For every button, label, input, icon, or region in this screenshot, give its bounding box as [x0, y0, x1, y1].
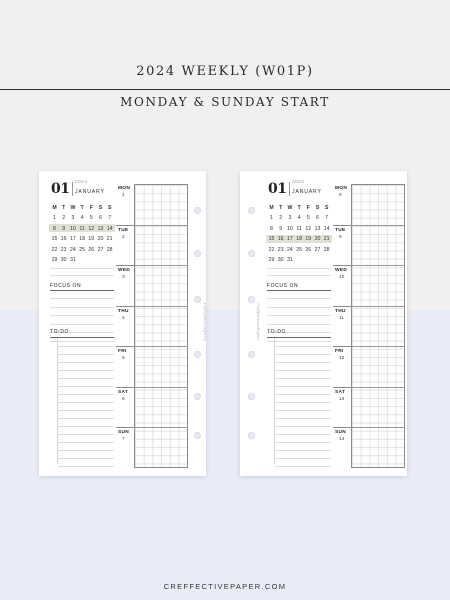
writing-line	[267, 275, 331, 276]
day-cell-fri	[116, 346, 134, 388]
day-column	[116, 184, 134, 468]
writing-line	[58, 458, 114, 459]
day-name: THU	[118, 308, 129, 314]
day-name: WED	[118, 268, 131, 274]
writing-line	[58, 346, 114, 347]
calendar-date: 20	[314, 236, 321, 242]
day-date: 1	[122, 193, 125, 198]
title-divider	[0, 89, 450, 90]
writing-line	[275, 418, 331, 419]
calendar-date: 28	[323, 246, 330, 253]
writing-line	[50, 268, 114, 269]
binder-hole	[194, 351, 201, 358]
to-do-checkbox-column	[267, 338, 275, 464]
calendar-date: 17	[70, 236, 76, 242]
day-separator	[134, 346, 188, 347]
writing-line	[275, 442, 331, 443]
day-date: 9	[339, 234, 342, 240]
day-name: TUE	[118, 227, 129, 233]
calendar-date: 5	[89, 215, 93, 221]
weekday-header: S	[324, 205, 329, 211]
calendar-date: 8	[270, 225, 273, 232]
calendar-date: 10	[287, 225, 293, 232]
to-do-checkbox-column	[50, 338, 58, 464]
day-name: THU	[335, 308, 346, 314]
brand-mark: CreffectivePaper	[201, 302, 207, 341]
day-date: 12	[339, 356, 345, 362]
day-cell-sun	[116, 427, 134, 469]
writing-line	[58, 410, 114, 411]
calendar-date: 27	[97, 246, 104, 253]
day-name: MON	[335, 186, 348, 191]
writing-line	[267, 341, 331, 342]
weekday-header: T	[80, 205, 84, 211]
day-cell-sun	[333, 427, 351, 469]
calendar-date: 7	[108, 215, 112, 221]
mini-calendar	[50, 205, 114, 265]
day-separator	[134, 265, 188, 266]
day-separator	[351, 346, 405, 347]
calendar-date: 23	[277, 246, 284, 253]
day-date: 2	[122, 234, 125, 240]
month-divider	[72, 182, 73, 196]
day-date: 3	[122, 275, 125, 281]
binder-hole	[194, 393, 201, 400]
writing-line	[267, 324, 331, 325]
day-cell-wed	[333, 265, 351, 307]
binder-hole	[194, 432, 201, 439]
calendar-date: 13	[314, 225, 321, 232]
writing-line	[58, 354, 114, 355]
month-number: 01	[268, 181, 287, 197]
writing-line	[275, 466, 331, 467]
weekday-header: F	[306, 205, 310, 211]
weekday-header: S	[98, 205, 103, 211]
day-cell-fri	[333, 346, 351, 388]
calendar-date: 13	[97, 225, 104, 232]
day-separator	[351, 306, 405, 307]
calendar-date: 2	[62, 215, 66, 221]
day-cell-thu	[333, 306, 351, 348]
day-date: 10	[339, 275, 345, 281]
writing-line	[275, 450, 331, 451]
to-do-label: TO-DO	[267, 329, 287, 335]
writing-line	[275, 426, 331, 427]
calendar-date: 2	[279, 215, 283, 221]
focus-on-label: FOCUS ON	[50, 283, 82, 289]
writing-line	[275, 394, 331, 395]
product-subtitle: MONDAY & SUNDAY START	[120, 95, 330, 109]
weekday-header: F	[89, 205, 93, 211]
month-name: JANUARY	[292, 189, 322, 195]
calendar-date: 4	[80, 215, 84, 221]
writing-line	[58, 426, 114, 427]
calendar-date: 26	[88, 246, 95, 253]
writing-line	[275, 410, 331, 411]
calendar-date: 6	[99, 215, 102, 221]
calendar-date: 1	[270, 215, 273, 221]
calendar-date: 23	[60, 246, 67, 253]
calendar-date: 16	[60, 236, 67, 242]
calendar-date: 21	[106, 236, 113, 242]
writing-line	[58, 386, 114, 387]
website-footer: CREFFECTIVEPAPER.COM	[163, 582, 287, 591]
day-cell-sat	[333, 387, 351, 429]
day-date: 6	[122, 396, 125, 402]
calendar-date: 6	[316, 215, 319, 221]
calendar-date: 30	[277, 257, 284, 263]
month-number: 01	[51, 181, 70, 197]
writing-line	[58, 378, 114, 379]
calendar-date: 9	[279, 225, 283, 232]
calendar-date: 18	[296, 236, 302, 242]
calendar-date: 3	[71, 215, 75, 221]
writing-line	[50, 275, 114, 276]
year-label: 2024	[75, 180, 88, 185]
day-name: SUN	[118, 430, 130, 436]
calendar-date: 30	[60, 257, 67, 263]
day-separator	[351, 387, 405, 388]
calendar-date: 25	[296, 246, 302, 253]
day-separator	[351, 427, 405, 428]
calendar-date: 11	[296, 225, 302, 232]
weekday-header: M	[269, 205, 274, 211]
calendar-date: 22	[51, 246, 58, 253]
day-separator	[351, 265, 405, 266]
to-do-label: TO-DO	[50, 329, 70, 335]
calendar-date: 28	[106, 246, 113, 253]
to-do-rule	[267, 337, 331, 338]
writing-line	[50, 298, 114, 299]
day-date: 14	[339, 437, 345, 443]
calendar-date: 19	[88, 236, 95, 242]
writing-line	[58, 442, 114, 443]
focus-on-label: FOCUS ON	[267, 283, 299, 289]
calendar-date: 3	[288, 215, 292, 221]
day-name: FRI	[118, 349, 127, 355]
mini-calendar	[267, 205, 331, 265]
writing-line	[275, 362, 331, 363]
calendar-date: 29	[268, 257, 275, 263]
day-name: SUN	[335, 430, 347, 436]
day-date: 4	[122, 315, 125, 321]
writing-line	[58, 370, 114, 371]
calendar-date: 4	[297, 215, 301, 221]
writing-line	[58, 362, 114, 363]
writing-line	[267, 315, 331, 316]
binder-hole	[248, 432, 255, 439]
writing-line	[50, 315, 114, 316]
weekday-header: T	[297, 205, 301, 211]
day-date: 7	[122, 437, 125, 443]
day-date: 13	[339, 396, 345, 402]
calendar-date: 29	[51, 257, 58, 263]
focus-on-rule	[267, 290, 331, 291]
calendar-date: 7	[325, 215, 329, 221]
weekday-header: W	[287, 205, 293, 211]
writing-line	[50, 324, 114, 325]
writing-line	[58, 450, 114, 451]
brand-mark: CreffectivePaper	[255, 302, 261, 341]
calendar-date: 11	[79, 225, 85, 232]
planner-page-sunday-start	[240, 171, 407, 476]
day-separator	[134, 387, 188, 388]
day-cell-thu	[116, 306, 134, 348]
calendar-date: 14	[106, 225, 113, 232]
calendar-date: 31	[70, 257, 76, 263]
calendar-date: 18	[79, 236, 85, 242]
calendar-date: 1	[53, 215, 56, 221]
product-title: 2024 WEEKLY (W01P)	[136, 64, 314, 79]
calendar-date: 22	[268, 246, 275, 253]
day-separator	[134, 427, 188, 428]
calendar-date: 24	[287, 246, 293, 253]
day-separator	[351, 225, 405, 226]
writing-line	[275, 370, 331, 371]
day-separator	[134, 225, 188, 226]
binder-hole	[248, 351, 255, 358]
writing-line	[267, 307, 331, 308]
calendar-date: 12	[88, 225, 95, 232]
writing-line	[275, 378, 331, 379]
calendar-date: 19	[305, 236, 312, 242]
day-cell-mon	[333, 184, 351, 225]
calendar-date: 8	[53, 225, 56, 232]
writing-line	[58, 418, 114, 419]
day-name: FRI	[335, 349, 344, 355]
calendar-date: 15	[51, 236, 58, 242]
binder-hole	[194, 296, 201, 303]
writing-line	[50, 307, 114, 308]
calendar-date: 12	[305, 225, 312, 232]
writing-line	[50, 341, 114, 342]
year-label: 2024	[292, 180, 305, 185]
writing-line	[58, 466, 114, 467]
binder-hole	[248, 207, 255, 214]
day-date: 8	[339, 193, 342, 198]
calendar-date: 15	[268, 236, 275, 242]
writing-line	[275, 402, 331, 403]
day-name: SAT	[118, 389, 129, 395]
calendar-date: 10	[70, 225, 76, 232]
writing-line	[275, 434, 331, 435]
calendar-date: 25	[79, 246, 85, 253]
weekday-header: T	[279, 205, 283, 211]
month-divider	[289, 182, 290, 196]
writing-line	[267, 268, 331, 269]
day-name: SAT	[335, 389, 346, 395]
writing-line	[58, 434, 114, 435]
writing-line	[275, 346, 331, 347]
weekday-header: S	[315, 205, 320, 211]
day-date: 5	[122, 356, 125, 362]
calendar-date: 20	[97, 236, 104, 242]
writing-line	[275, 354, 331, 355]
month-name: JANUARY	[75, 189, 105, 195]
day-column	[333, 184, 351, 468]
day-cell-wed	[116, 265, 134, 307]
weekday-header: W	[70, 205, 76, 211]
day-date: 11	[339, 315, 344, 321]
focus-on-rule	[50, 290, 114, 291]
binder-hole	[194, 207, 201, 214]
weekday-header: S	[107, 205, 112, 211]
calendar-date: 17	[287, 236, 293, 242]
calendar-date: 9	[62, 225, 66, 232]
calendar-date: 21	[323, 236, 330, 242]
day-cell-sat	[116, 387, 134, 429]
planner-page-monday-start	[39, 171, 206, 476]
calendar-date: 5	[306, 215, 310, 221]
day-cell-mon	[116, 184, 134, 225]
calendar-date: 27	[314, 246, 321, 253]
dot-grid-area	[351, 185, 404, 467]
weekday-header: T	[62, 205, 66, 211]
to-do-rule	[50, 337, 114, 338]
day-name: WED	[335, 268, 348, 274]
weekday-header: M	[52, 205, 57, 211]
writing-line	[275, 386, 331, 387]
day-cell-tue	[333, 225, 351, 267]
day-separator	[134, 306, 188, 307]
binder-hole	[248, 296, 255, 303]
calendar-date: 14	[323, 225, 330, 232]
day-name: TUE	[335, 227, 346, 233]
writing-line	[58, 402, 114, 403]
calendar-date: 16	[277, 236, 284, 242]
writing-line	[267, 298, 331, 299]
binder-hole	[194, 250, 201, 257]
calendar-date: 24	[70, 246, 76, 253]
writing-line	[275, 458, 331, 459]
day-cell-tue	[116, 225, 134, 267]
day-name: MON	[118, 186, 131, 191]
writing-line	[58, 394, 114, 395]
binder-hole	[248, 393, 255, 400]
binder-hole	[248, 250, 255, 257]
calendar-date: 26	[305, 246, 312, 253]
dot-grid-area	[134, 185, 187, 467]
calendar-date: 31	[287, 257, 293, 263]
